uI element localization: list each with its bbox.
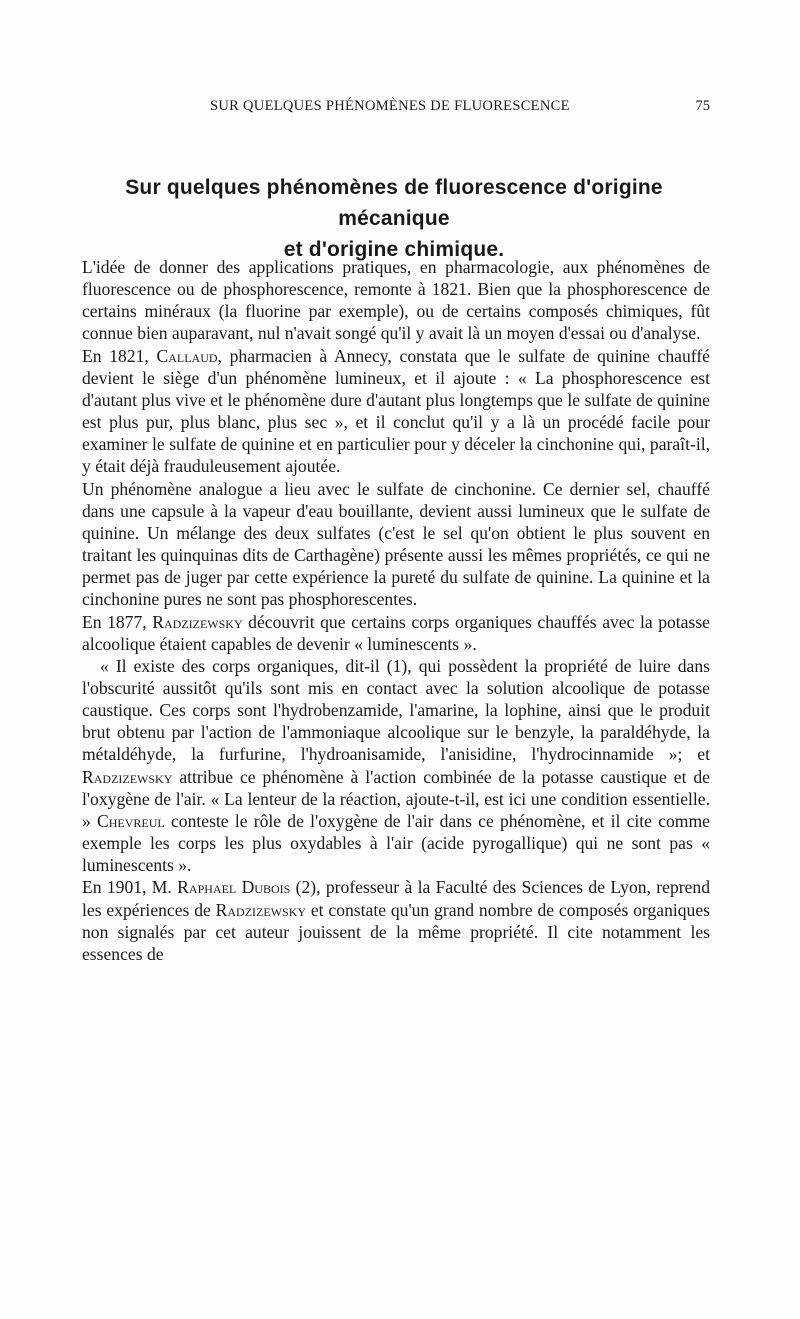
paragraph-4-lead: En 1877, xyxy=(82,611,153,632)
article-title-line-2: et d'origine chimique. xyxy=(283,238,505,261)
paragraph-4 xyxy=(82,611,710,655)
paragraph-5-text-c: conteste le rôle de l'oxygène de l'air dans ce phénomène, et il cite comme exemple les corps les plus oxydables à l'air (acide pyrogallique) qui ne sont pas « luminescents ». xyxy=(82,810,710,876)
page-number: 75 xyxy=(695,98,710,114)
author-name-callaud: Callaud xyxy=(156,345,218,366)
paragraph-3: Un phénomène analogue a lieu avec le sulfate de cinchonine. Ce dernier sel, chauffé dans une capsule à la vapeur d'eau bouillante, devient aussi lumineux que le sulfate de quinine. Un mélange des deux sulfates (c'est le sel qu'on obtient le plus souvent en traitant les quinquinas dits de Carthagène) présente aussi les mêmes propriétés, ce qui ne permet pas de juger par cette expérience la pureté du sulfate de quinine. La quinine et la cinchonine pures ne sont pas phosphorescentes. xyxy=(82,478,710,610)
paragraph-2-lead: En 1821, xyxy=(82,345,157,366)
paragraph-6-lead: En 1901, M. xyxy=(82,877,178,898)
paragraph-4-text: découvrit que certains corps organiques chauffés avec la potasse alcoolique étaient capables de devenir « luminescents ». xyxy=(82,611,710,654)
body-text xyxy=(82,256,710,965)
author-name-radzizewsky-2: Radzizewsky xyxy=(82,766,173,787)
paragraph-5-text-b: attribue ce phénomène à l'action combinée de la potasse caustique et de l'oxygène de l'air. « La lenteur de la réaction, ajoute-t-il, est ici une condition essentielle. » xyxy=(82,766,710,831)
running-head xyxy=(82,98,710,118)
author-name-dubois: Raphael Dubois xyxy=(177,877,291,898)
running-title: SUR QUELQUES PHÉNOMÈNES DE FLUORESCENCE xyxy=(210,98,570,114)
paragraph-6-text-a: (2), professeur à la Faculté des Sciences de Lyon, reprend les expériences de xyxy=(82,877,710,920)
paragraph-1: L'idée de donner des applications pratiques, en pharmacologie, aux phénomènes de fluorescence ou de phosphorescence, remonte à 1821. Bien que la phosphorescence de certains minéraux (la fluorine par exemple), ou de certains composés chimiques, fût connue bien auparavant, nul n'avait songé qu'il y avait là un moyen d'essai ou d'analyse. xyxy=(82,257,710,344)
paragraph-6 xyxy=(82,876,710,965)
author-name-radzizewsky-3: Radzizewsky xyxy=(215,899,307,920)
article-title xyxy=(70,172,718,265)
author-name-chevreul: Chevreul xyxy=(97,810,165,831)
article-title-line-1: Sur quelques phénomènes de fluorescence d'origine mécanique xyxy=(125,176,663,230)
paragraph-6-text-b: et constate qu'un grand nombre de composés organiques non signalés par cet auteur jouissent de la même propriété. Il cite notamment les essences de xyxy=(82,899,711,964)
paragraph-2 xyxy=(82,345,710,478)
paragraph-2-text: , pharmacien à Annecy, constata que le sulfate de quinine chauffé devient le siège d'un phénomène lumineux, et il ajoute : « La phosphorescence est d'autant plus vive et le phénomène dure d'autant plus longtemps que le sulfate de quinine est plus pur, plus blanc, plus sec », et il conclut qu'il y a là un procédé facile pour examiner le sulfate de quinine et en particulier pour y déceler la cinchonine qui, paraît-il, y était déjà frauduleusement ajoutée. xyxy=(82,345,710,477)
author-name-radzizewsky: Radzizewsky xyxy=(152,611,243,632)
paragraph-5-text-a: « Il existe des corps organiques, dit-il (1), qui possèdent la propriété de luire dans l'obscurité aussitôt qu'ils sont mis en contact avec la solution alcoolique de potasse caustique. Ces corps sont l'hydrobenzamide, l'amarine, la lophine, ainsi que le produit brut obtenu par l'action de l'ammoniaque alcoolique sur le benzyle, la paraldéhyde, la métaldéhyde, la furfurine, l'hydroanisamide, l'anisidine, l'hydrocinnamide »; et xyxy=(82,655,710,765)
paragraph-5 xyxy=(82,655,710,877)
